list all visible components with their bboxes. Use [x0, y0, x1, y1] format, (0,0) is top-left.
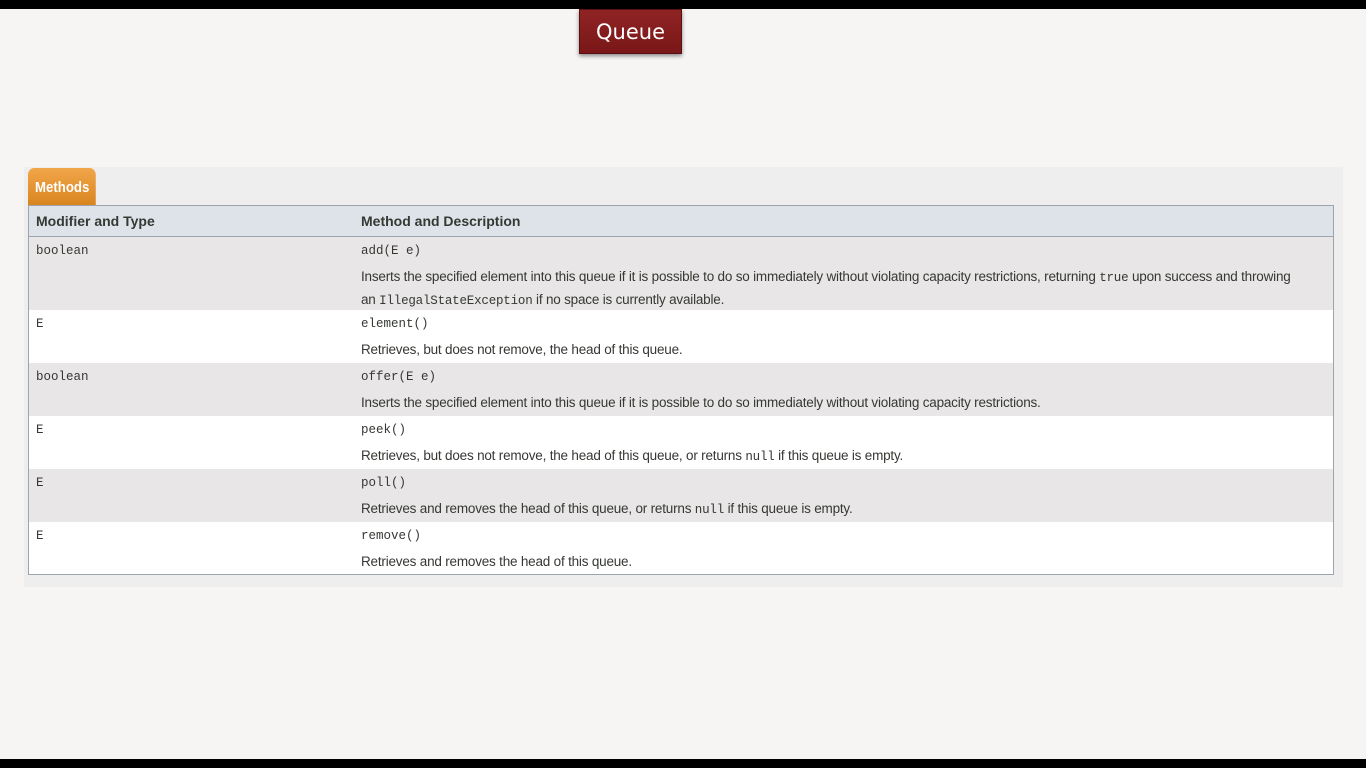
table-row	[29, 469, 1333, 522]
inline-code: true	[1099, 271, 1129, 285]
description-text: Inserts the specified element into this queue if it is possible to do so immediately without violating capacity restrictions.	[361, 395, 1041, 410]
header-modifier-and-type: Modifier and Type	[36, 213, 155, 229]
description-text: if this queue is empty.	[774, 448, 904, 463]
row-description	[361, 339, 1291, 360]
table-row	[29, 310, 1333, 363]
description-text: Retrieves and removes the head of this queue.	[361, 554, 632, 569]
table-row	[29, 363, 1333, 416]
inline-code: null	[694, 503, 725, 517]
table-row	[29, 522, 1333, 574]
description-text: Retrieves and removes the head of this queue, or returns	[361, 501, 695, 516]
row-description	[361, 551, 1291, 572]
inline-code: null	[745, 450, 775, 464]
method-link-offer[interactable]: offer(E e)	[361, 370, 437, 384]
table-header	[29, 206, 1333, 237]
method-link-element[interactable]: element()	[361, 317, 429, 331]
row-description	[361, 266, 1291, 312]
row-description	[361, 392, 1291, 413]
row-type: E	[36, 476, 44, 490]
description-text: Retrieves, but does not remove, the head of this queue.	[361, 342, 683, 357]
methods-tab-label: Methods	[35, 179, 90, 196]
table-row	[29, 237, 1333, 310]
table-row	[29, 416, 1333, 469]
description-text: Retrieves, but does not remove, the head of this queue, or returns	[361, 448, 746, 463]
slide-title: Queue	[579, 9, 682, 54]
row-type: E	[36, 317, 44, 331]
methods-tab[interactable]	[28, 168, 96, 205]
row-type: boolean	[36, 244, 89, 258]
row-description	[361, 498, 1291, 521]
header-method-and-description: Method and Description	[361, 213, 521, 229]
method-link-poll[interactable]: poll()	[361, 476, 407, 490]
methods-table	[28, 205, 1334, 575]
slide	[0, 9, 1366, 759]
description-text: if this queue is empty.	[724, 501, 853, 516]
inline-code: IllegalStateException	[379, 294, 533, 308]
row-type: E	[36, 529, 44, 543]
row-type: E	[36, 423, 44, 437]
method-link-add[interactable]: add(E e)	[361, 244, 422, 258]
description-text: Inserts the specified element into this queue if it is possible to do so immediately without violating capacity restrictions, returning	[361, 269, 1100, 284]
methods-panel	[24, 167, 1343, 587]
method-link-remove[interactable]: remove()	[361, 529, 422, 543]
method-link-peek[interactable]: peek()	[361, 423, 407, 437]
row-type: boolean	[36, 370, 89, 384]
row-description	[361, 445, 1291, 468]
description-text: if no space is currently available.	[532, 292, 725, 307]
description-text: upon success and throwing an	[361, 269, 1291, 307]
